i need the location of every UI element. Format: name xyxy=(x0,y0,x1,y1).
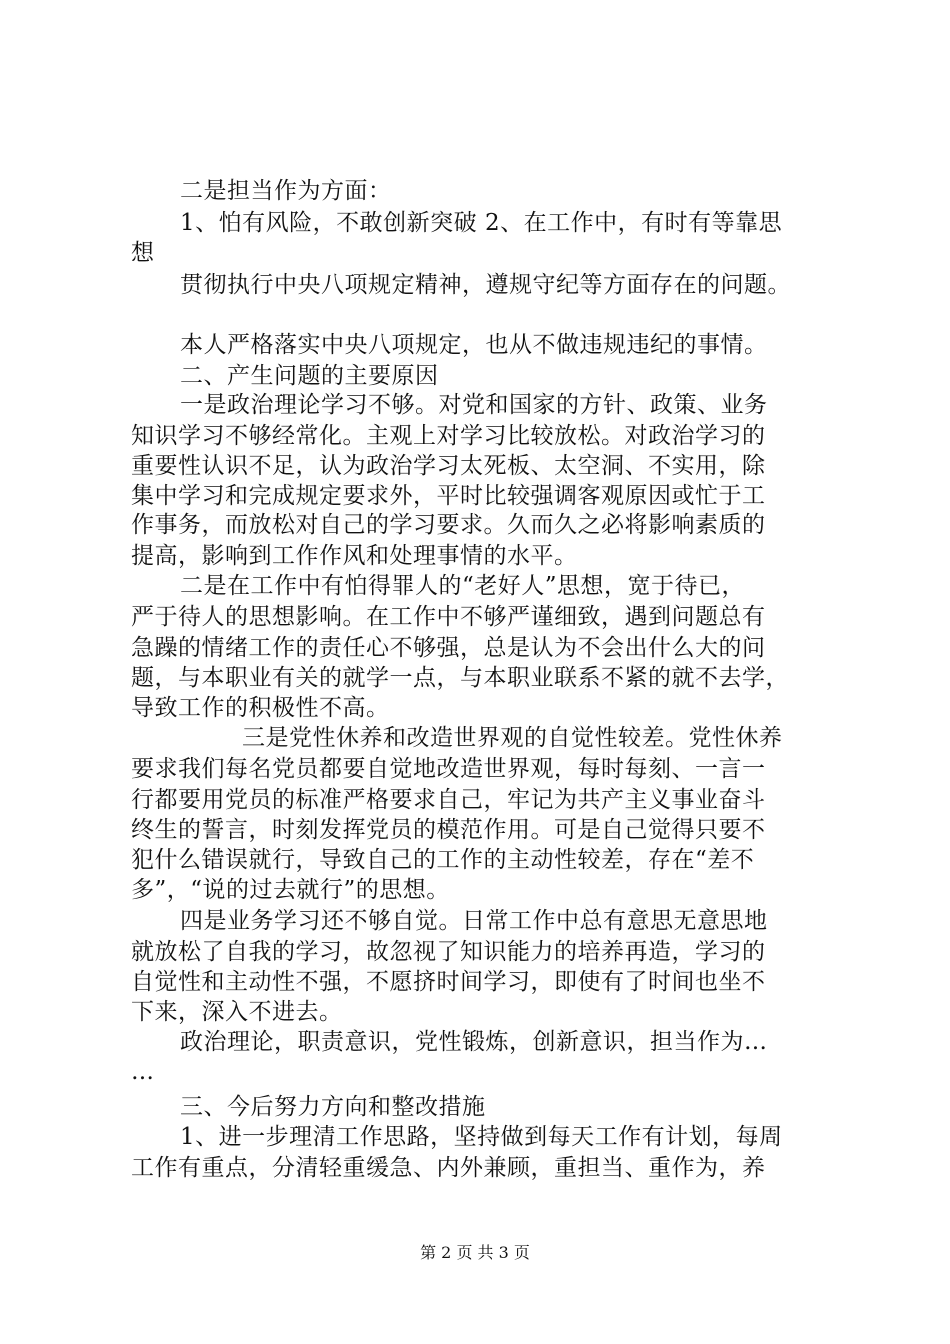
text-line: 本人严格落实中央八项规定，也从不做违规违纪的事情。 xyxy=(180,332,768,358)
text-line: … xyxy=(131,1059,155,1085)
text-line: 1、进一步理清工作思路，坚持做到每天工作有计划，每周 xyxy=(180,1124,783,1150)
text-line: 就放松了自我的学习，故忽视了知识能力的培养再造，学习的 xyxy=(131,939,766,965)
text-line: 政治理论，职责意识，党性锻炼，创新意识，担当作为… xyxy=(180,1029,768,1055)
text-line: 知识学习不够经常化。主观上对学习比较放松。对政治学习的 xyxy=(131,423,766,449)
text-line: 多”，“说的过去就行”的思想。 xyxy=(131,877,450,903)
text-line: 题，与本职业有关的就学一点，与本职业联系不紧的就不去学， xyxy=(131,665,789,691)
text-line: 1、怕有风险，不敢创新突破 2、在工作中，有时有等靠思 xyxy=(180,210,783,236)
text-line: 一是政治理论学习不够。对党和国家的方针、政策、业务 xyxy=(180,392,768,418)
section-heading: 二、产生问题的主要原因 xyxy=(180,363,439,389)
text-line: 犯什么错误就行，导致自己的工作的主动性较差，存在“差不 xyxy=(131,847,755,873)
text-line: 作事务，而放松对自己的学习要求。久而久之必将影响素质的 xyxy=(131,512,766,538)
text-line: 重要性认识不足，认为政治学习太死板、太空洞、不实用，除 xyxy=(131,453,766,479)
text-line: 贯彻执行中央八项规定精神，遵规守纪等方面存在的问题。 xyxy=(180,272,791,298)
text-line: 提高，影响到工作作风和处理事情的水平。 xyxy=(131,543,578,569)
text-line: 下来，深入不进去。 xyxy=(131,999,343,1025)
text-line: 导致工作的积极性不高。 xyxy=(131,695,390,721)
text-line: 四是业务学习还不够自觉。日常工作中总有意思无意思地 xyxy=(180,908,768,934)
page-number-footer: 第 2 页 共 3 页 xyxy=(420,1243,530,1262)
section-heading: 三、今后努力方向和整改措施 xyxy=(180,1094,486,1120)
text-line: 三是党性休养和改造世界观的自觉性较差。党性休养 xyxy=(242,725,783,751)
text-line: 工作有重点，分清轻重缓急、内外兼顾，重担当、重作为，养 xyxy=(131,1155,766,1181)
text-line: 严于待人的思想影响。在工作中不够严谨细致，遇到问题总有 xyxy=(131,604,766,630)
text-line: 想 xyxy=(131,240,155,266)
text-line: 二是在工作中有怕得罪人的“老好人”思想，宽于待已， xyxy=(180,573,746,599)
text-line: 二是担当作为方面： xyxy=(180,178,392,204)
text-line: 要求我们每名党员都要自觉地改造世界观，每时每刻、一言一 xyxy=(131,756,766,782)
text-line: 行都要用党员的标准严格要求自己，牢记为共产主义事业奋斗 xyxy=(131,787,766,813)
text-line: 终生的誓言，时刻发挥党员的模范作用。可是自己觉得只要不 xyxy=(131,817,766,843)
text-line: 集中学习和完成规定要求外，平时比较强调客观原因或忙于工 xyxy=(131,483,766,509)
text-line: 自觉性和主动性不强，不愿挤时间学习，即使有了时间也坐不 xyxy=(131,969,766,995)
text-line: 急躁的情绪工作的责任心不够强，总是认为不会出什么大的问 xyxy=(131,635,766,661)
